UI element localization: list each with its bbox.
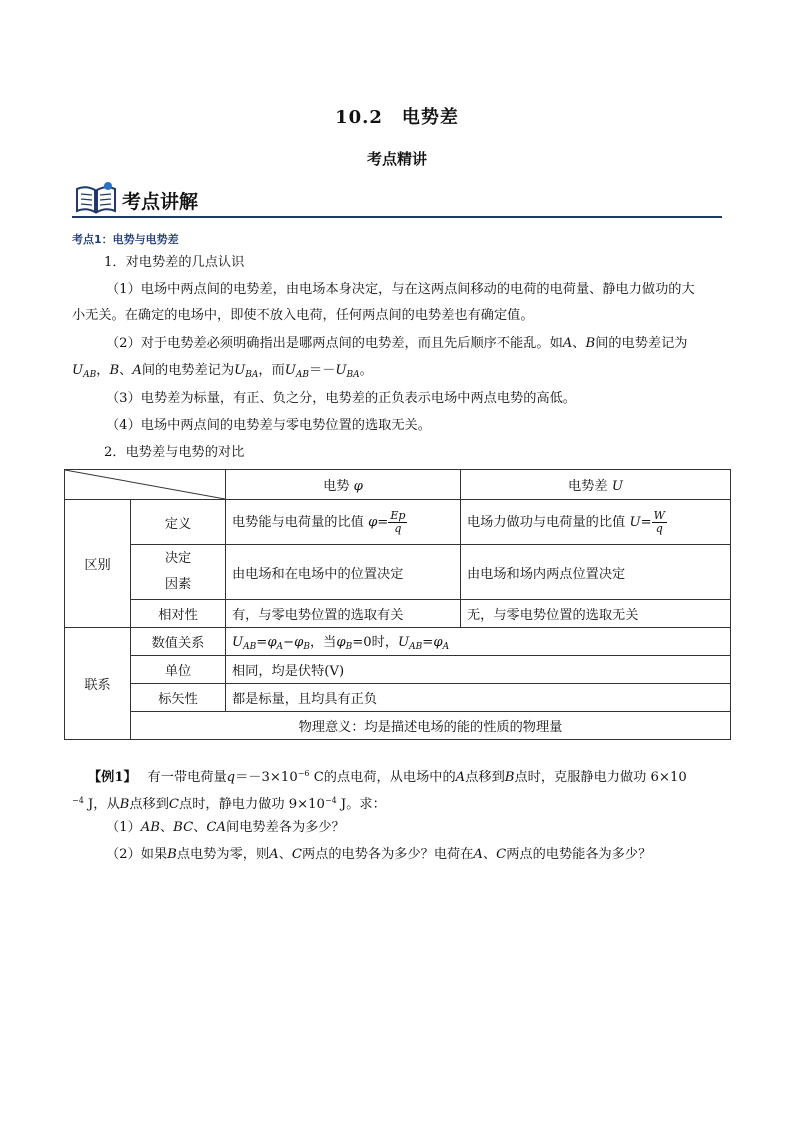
header-potential: 电势 φ (226, 470, 461, 500)
row-determining-factors: 决定 因素 (131, 545, 226, 600)
topic-heading: 考点1：电势与电势差 (72, 233, 179, 246)
numeric-relation-value: $U_{AB}=\varphi_A-\varphi_B$，当$\varphi_B=0$时，$U_{AB}=\varphi_A$ (226, 628, 731, 656)
section-banner (72, 180, 722, 220)
row-scalar-vector: 标矢性 (131, 684, 226, 712)
row-numeric-relation: 数值关系 (131, 628, 226, 656)
banner-label: 考点讲解 (122, 191, 199, 213)
factors-potential-difference: 由电场和场内两点位置决定 (461, 545, 731, 600)
example-line1: 【例1】 有一带电荷量$q=-3\times 10^{-6}$ C的点电荷，从电场中的A点移到B点时，克服静电力做功 6×10 (88, 769, 687, 785)
physical-meaning: 物理意义：均是描述电场的能的性质的物理量 (131, 712, 731, 740)
comparison-table (64, 469, 731, 740)
diagonal-header-cell (65, 470, 226, 500)
para2-line1: （2）对于电势差必须明确指出是哪两点间的电势差，而且先后顺序不能乱。如A、B间的电势差记为 (106, 336, 688, 351)
example-line2: $^{-4}$ J，从B点移到C点时，静电力做功 $9\times 10^{-4}$ J。求： (72, 796, 386, 812)
section2-heading: 2．电势差与电势的对比 (104, 445, 245, 460)
group-difference: 区别 (65, 500, 131, 628)
header-potential-difference: 电势差 U (461, 470, 731, 500)
page-subtitle: 考点精讲 (366, 150, 427, 168)
para3: （3）电势差为标量，有正、负之分，电势差的正负表示电场中两点电势的高低。 (106, 391, 576, 406)
para2-line2: $U_{AB}$，B、A间的电势差记为$U_{BA}$，而$U_{AB}=-U_{BA}$。 (72, 363, 373, 380)
relativity-potential: 有，与零电势位置的选取有关 (226, 600, 461, 628)
page-title: 10.2 电势差 (335, 107, 459, 128)
row-relativity: 相对性 (131, 600, 226, 628)
banner-rule (72, 216, 722, 218)
definition-potential: 电势能与电荷量的比值 φ= $\frac{Ep}{q}$ (226, 500, 461, 545)
example-question2: （2）如果B点电势为零，则A、C两点的电势各为多少？电荷在A、C两点的电势能各为多少？ (106, 847, 652, 862)
row-unit: 单位 (131, 656, 226, 684)
section1-heading: 1．对电势差的几点认识 (104, 255, 245, 270)
para1-line2: 小无关。在确定的电场中，即使不放入电荷，任何两点间的电势差也有确定值。 (72, 308, 534, 323)
factors-potential: 由电场和在电场中的位置决定 (226, 545, 461, 600)
unit-value: 相同，均是伏特(V) (226, 656, 731, 684)
para1-line1: （1）电场中两点间的电势差，由电场本身决定，与在这两点间移动的电荷的电荷量、静电力做功的大 (106, 282, 695, 297)
row-definition: 定义 (131, 500, 226, 545)
para4: （4）电场中两点间的电势差与零电势位置的选取无关。 (106, 418, 431, 433)
open-book-icon (74, 181, 118, 215)
scalar-vector-value: 都是标量，且均具有正负 (226, 684, 731, 712)
diagonal-line (65, 470, 225, 499)
definition-potential-difference: 电场力做功与电荷量的比值 U= $\frac{W}{q}$ (461, 500, 731, 545)
relativity-potential-difference: 无，与零电势位置的选取无关 (461, 600, 731, 628)
example-question1: （1）AB、BC、CA间电势差各为多少？ (106, 820, 345, 835)
group-connection: 联系 (65, 628, 131, 740)
